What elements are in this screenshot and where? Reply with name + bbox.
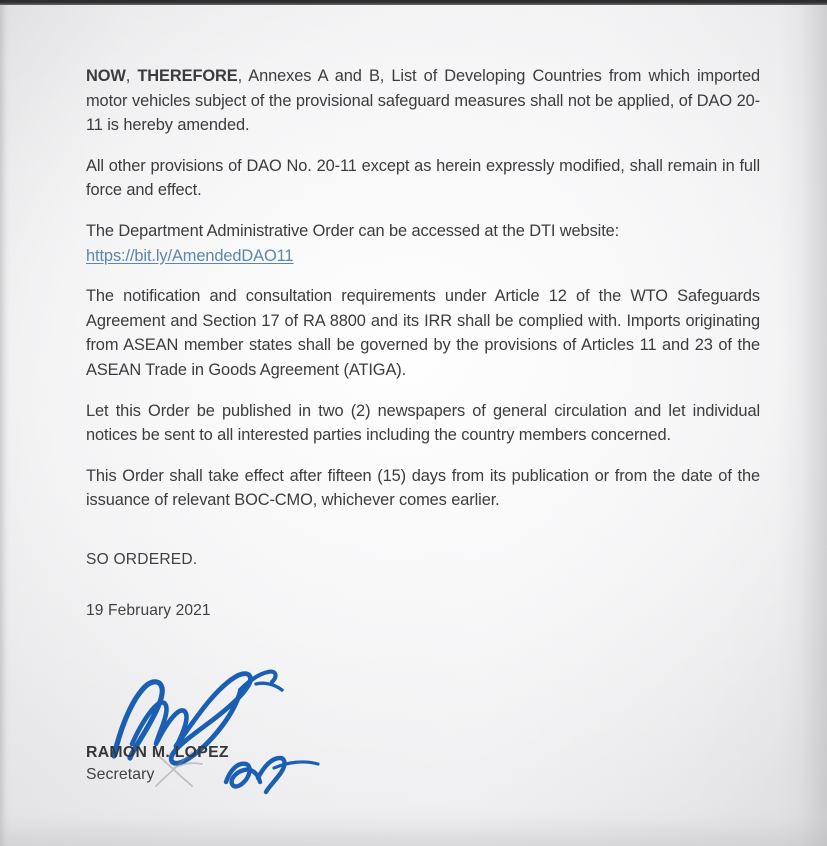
paragraph-all-other-provisions: All other provisions of DAO No. 20-11 except as herein expressly modified, shall remain in full force and effect. (86, 156, 760, 200)
paragraph-dti-website (86, 219, 760, 244)
paragraph-notification-consultation: The notification and consultation requirements under Article 12 of the WTO Safeguards Agreement and Section 17 of RA 8800 and its IRR shall be complied with. Imports originating from ASEAN member states shall be governed by the provisions of Articles 11 and 23 of the ASEAN Trade in Goods Agreement (ATIGA). (86, 287, 760, 379)
so-ordered-text: SO ORDERED. (86, 551, 198, 568)
dti-website-link-line (86, 244, 760, 269)
dti-website-text: The Department Administrative Order can be accessed at the DTI website: (86, 221, 620, 240)
scan-right-edge (779, 5, 827, 846)
now-separator: , (125, 67, 138, 85)
paragraph-publication: Let this Order be published in two (2) newspapers of general circulation and let individual notices be sent to all interested parties including the country members concerned. (86, 401, 760, 445)
now-therefore-rest: , Annexes A and B, List of Developing Countries from which imported motor vehicles subject of the provisional safeguard measures shall not be applied, of DAO 20-11 is hereby amended. (86, 67, 760, 135)
signer-title: Secretary (86, 766, 155, 783)
signature-block (86, 660, 416, 800)
dti-website-link[interactable]: https://bit.ly/AmendedDAO11 (86, 246, 294, 265)
handwritten-signature-icon (106, 660, 326, 780)
scan-bottom-edge (0, 806, 827, 846)
paragraph-effectivity: This Order shall take effect after fifteen (15) days from its publication or from the date of the issuance of relevant BOC-CMO, whichever comes earlier. (86, 466, 760, 510)
paragraph-now-therefore (86, 64, 760, 138)
scan-left-edge (0, 5, 10, 846)
document-text-column (86, 64, 760, 513)
now-bold: NOW (86, 67, 126, 85)
signing-date: 19 February 2021 (86, 602, 211, 619)
therefore-bold: THEREFORE (137, 67, 238, 85)
scan-top-edge (0, 0, 827, 5)
signer-name: RAMON M. LOPEZ (86, 744, 229, 761)
